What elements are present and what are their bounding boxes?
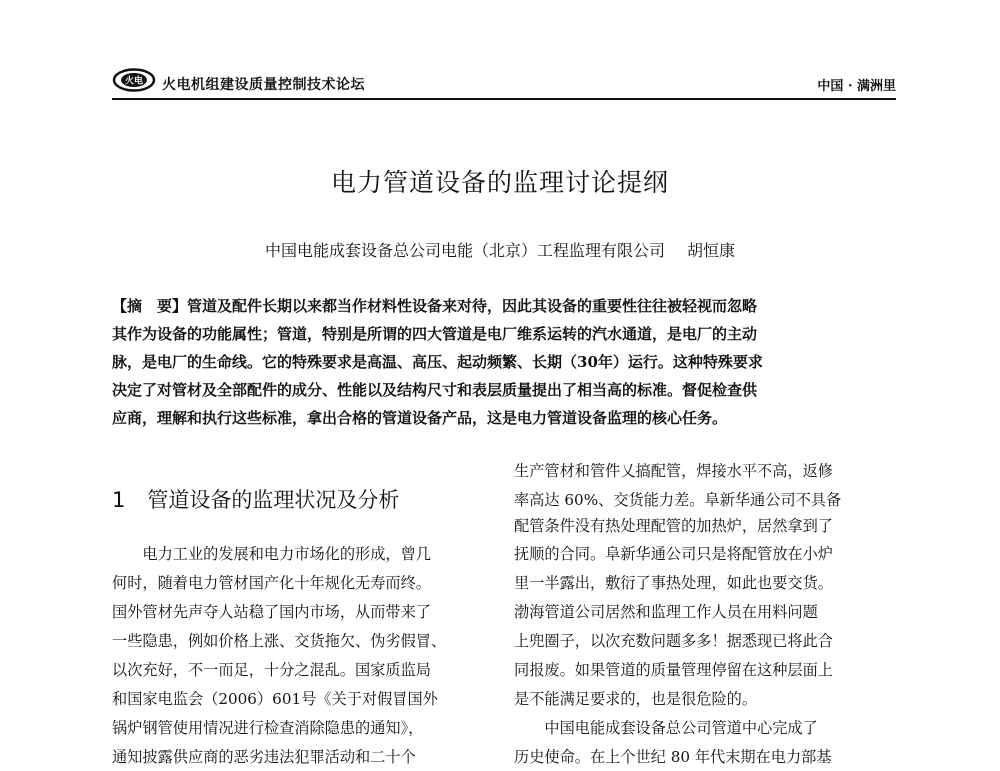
- right-column-line: 同报废。如果管道的质量管理停留在这种层面上: [514, 661, 833, 679]
- abstract-line: 应商，理解和执行这些标准，拿出合格的管道设备产品，这是电力管道设备监理的核心任务。: [112, 409, 728, 427]
- author-affiliation: 中国电能成套设备总公司电能（北京）工程监理有限公司: [264, 241, 665, 260]
- left-column-line: 锅炉钢管使用情况进行检查消除隐患的通知》，: [112, 719, 424, 737]
- right-column-line: 生产管材和管件乂搞配管，焊接水平不高，返修: [514, 462, 833, 480]
- running-header: [112, 68, 896, 100]
- left-column-line: 和国家电监会（2006）601号《关于对假冒国外: [112, 690, 438, 708]
- left-column-line: 以次充好，不一而足，十分之混乱。国家质监局: [112, 661, 431, 679]
- paper-title: 电力管道设备的监理讨论提纲: [330, 168, 669, 197]
- header-forum-title: 火电机组建设质量控制技术论坛: [162, 77, 365, 93]
- author-line: [0, 238, 1000, 261]
- right-column-line: 历史使命。在上个世纪 80 年代末期在电力部基: [514, 748, 832, 766]
- left-column-line: 一些隐患，例如价格上涨、交货拖欠、伪劣假冒、: [112, 632, 447, 650]
- forum-logo-icon: [112, 68, 156, 92]
- abstract-line: 决定了对管材及全部配件的成分、性能以及结构尺寸和表层质量提出了相当高的标准。督促检查供: [112, 381, 758, 399]
- right-column-line: 配管条件没有热处理配管的加热炉，居然拿到了: [514, 517, 833, 535]
- right-column-line: 中国电能成套设备总公司管道中心完成了: [514, 719, 818, 737]
- right-column-line: 里一半露出，敷衍了事热处理，如此也要交货。: [514, 574, 833, 592]
- header-location: 中国 · 满洲里: [817, 79, 896, 94]
- right-column-line: 渤海管道公司居然和监理工作人员在用料问题: [514, 603, 818, 621]
- left-column-line: 通知披露供应商的恶劣违法犯罪活动和二十个: [112, 748, 416, 766]
- abstract-line: 脉，是电厂的生命线。它的特殊要求是高温、高压、起动频繁、长期（30年）运行。这种特殊要求: [112, 353, 763, 371]
- right-column-line: 是不能满足要求的，也是很危险的。: [514, 690, 757, 708]
- abstract: [112, 292, 887, 432]
- author-name: 胡恒康: [687, 241, 736, 260]
- abstract-line: 其作为设备的功能属性；管道，特别是所谓的四大管道是电厂维系运转的汽水通道，是电厂的主动: [112, 325, 758, 343]
- section-title: 管道设备的监理状况及分析: [147, 488, 400, 512]
- right-column-line: 上兜圈子，以次充数问题多多！据悉现已将此合: [514, 632, 833, 650]
- right-column-line: 率高达 60%、交货能力差。阜新华通公司不具备: [514, 491, 842, 509]
- left-column-line: 国外管材先声夺人站稳了国内市场，从而带来了: [112, 603, 431, 621]
- section-number: 1: [112, 488, 126, 512]
- right-column-line: 抚顺的合同。阜新华通公司只是将配管放在小炉: [514, 545, 833, 563]
- left-column-line: 电力工业的发展和电力市场化的形成，曾几: [112, 545, 431, 563]
- left-column-line: 何时，随着电力管材国产化十年规化无寿而终。: [112, 574, 431, 592]
- svg-text:火电: 火电: [124, 76, 144, 87]
- abstract-label: 【摘 要】: [112, 297, 188, 315]
- section-heading: [112, 484, 399, 514]
- abstract-line: 【摘 要】管道及配件长期以来都当作材料性设备来对待，因此其设备的重要性往往被轻视而忽略: [112, 297, 758, 315]
